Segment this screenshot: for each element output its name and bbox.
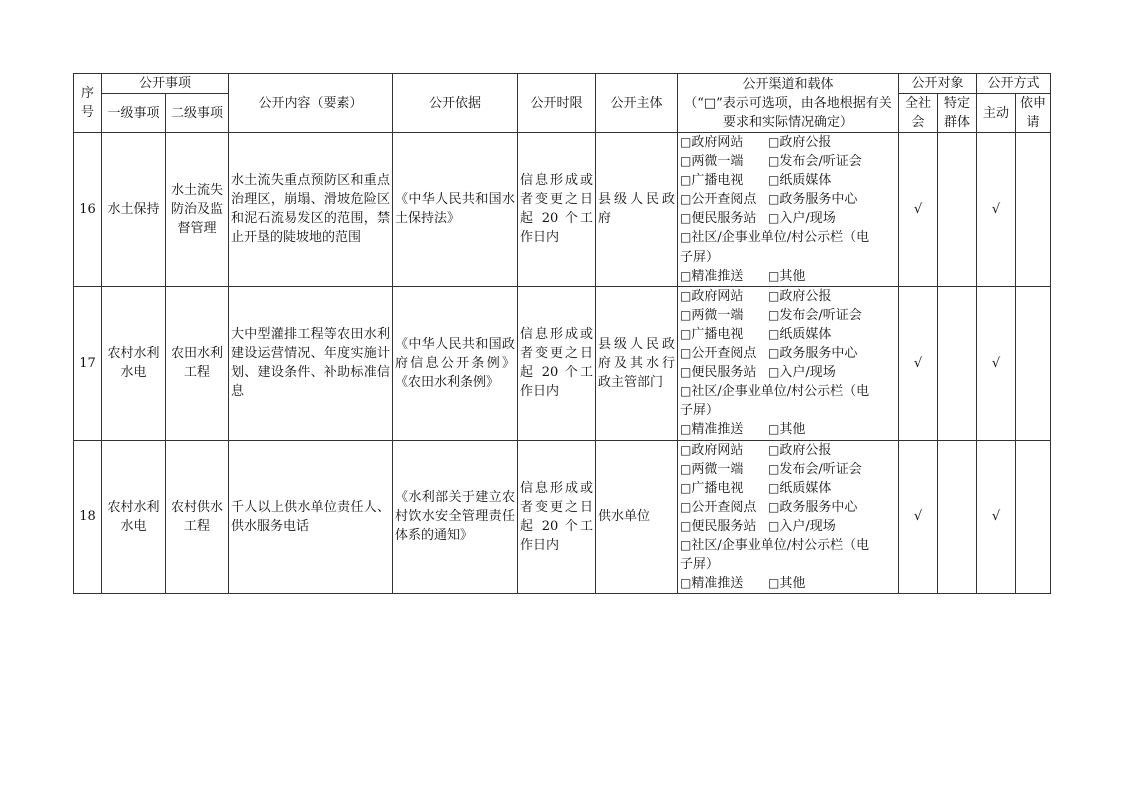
row-target-all: √ xyxy=(899,133,938,287)
row-seq: 18 xyxy=(74,440,102,594)
row-channels xyxy=(678,286,899,440)
checkbox-icon[interactable]: □ xyxy=(768,518,780,533)
channel-service-center: 政务服务中心 xyxy=(779,346,858,362)
checkbox-icon[interactable]: □ xyxy=(768,288,780,303)
checkbox-icon[interactable]: □ xyxy=(768,480,780,495)
checkbox-icon[interactable]: □ xyxy=(680,442,692,457)
checkbox-icon[interactable]: □ xyxy=(768,307,780,322)
checkbox-icon[interactable]: □ xyxy=(768,326,780,341)
row-basis: 《中华人民共和国水土保持法》 xyxy=(393,133,518,287)
channel-press: 发布会/听证会 xyxy=(779,461,862,477)
checkbox-icon[interactable]: □ xyxy=(680,518,692,533)
channel-community: 社区/企事业单位/村公示栏（电 xyxy=(691,384,870,400)
checkbox-icon[interactable]: □ xyxy=(680,384,692,399)
header-channel-title: 公开渠道和载体 xyxy=(742,76,834,92)
checkbox-icon[interactable]: □ xyxy=(680,192,692,207)
checkbox-icon[interactable]: □ xyxy=(768,365,780,380)
channel-community: 社区/企事业单位/村公示栏（电 xyxy=(691,230,870,246)
row-timing: 信息形成或者变更之日起 20 个工作日内 xyxy=(518,440,596,594)
row-subject: 供水单位 xyxy=(596,440,678,594)
checkbox-icon[interactable]: □ xyxy=(768,135,780,149)
header-subject: 公开主体 xyxy=(596,74,678,133)
table-row xyxy=(74,440,1051,594)
channel-paper: 纸质媒体 xyxy=(779,326,832,342)
row-method-request xyxy=(1016,440,1051,594)
row-target-specific xyxy=(938,440,977,594)
row-subject: 县级人民政府及其水行政主管部门 xyxy=(596,286,678,440)
channel-service-center: 政务服务中心 xyxy=(779,499,858,515)
channel-gov-gazette: 政府公报 xyxy=(779,135,832,150)
channel-community: 社区/企事业单位/村公示栏（电 xyxy=(691,537,870,553)
checkbox-icon[interactable]: □ xyxy=(768,211,780,226)
checkbox-icon[interactable]: □ xyxy=(680,461,692,476)
header-basis: 公开依据 xyxy=(393,74,518,133)
header-method: 公开方式 xyxy=(977,74,1051,94)
row-level1: 水土保持 xyxy=(102,133,166,287)
row-target-specific xyxy=(938,286,977,440)
channel-service-station: 便民服务站 xyxy=(691,518,757,534)
header-channel-note: （“□”表示可选项，由各地根据有关要求和实际情况确定） xyxy=(684,95,892,130)
channel-two-micro: 两微一端 xyxy=(691,461,744,477)
channel-other: 其他 xyxy=(779,422,806,438)
row-level1: 农村水利水电 xyxy=(102,440,166,594)
checkbox-icon[interactable]: □ xyxy=(680,268,692,283)
channel-tv: 广播电视 xyxy=(691,326,744,342)
header-row-1 xyxy=(74,74,1051,94)
channel-service-center: 政务服务中心 xyxy=(779,192,858,208)
checkbox-icon[interactable]: □ xyxy=(680,211,692,226)
checkbox-icon[interactable]: □ xyxy=(680,173,692,188)
header-method-request: 依申请 xyxy=(1016,94,1051,133)
row-timing: 信息形成或者变更之日起 20 个工作日内 xyxy=(518,286,596,440)
checkbox-icon[interactable]: □ xyxy=(680,422,692,437)
row-target-all: √ xyxy=(899,286,938,440)
row-channels xyxy=(678,440,899,594)
channel-community-cont: 子屏） xyxy=(680,403,720,419)
table-row xyxy=(74,286,1051,440)
row-level2: 农村供水工程 xyxy=(166,440,229,594)
channel-push: 精准推送 xyxy=(691,576,744,592)
channel-gov-gazette: 政府公报 xyxy=(779,288,832,304)
checkbox-icon[interactable]: □ xyxy=(768,346,780,361)
channel-reading-point: 公开查阅点 xyxy=(691,499,757,515)
row-level1: 农村水利水电 xyxy=(102,286,166,440)
row-basis: 《水利部关于建立农村饮水安全管理责任体系的通知》 xyxy=(393,440,518,594)
header-target: 公开对象 xyxy=(899,74,977,94)
checkbox-icon[interactable]: □ xyxy=(680,154,692,169)
channel-community-cont: 子屏） xyxy=(680,249,720,265)
row-seq: 17 xyxy=(74,286,102,440)
checkbox-icon[interactable]: □ xyxy=(680,537,692,552)
header-seq: 序号 xyxy=(74,74,102,133)
checkbox-icon[interactable]: □ xyxy=(680,307,692,322)
checkbox-icon[interactable]: □ xyxy=(680,480,692,495)
row-target-specific xyxy=(938,133,977,287)
table-row xyxy=(74,133,1051,287)
row-method-request xyxy=(1016,133,1051,287)
checkbox-icon[interactable]: □ xyxy=(680,499,692,514)
checkbox-icon[interactable]: □ xyxy=(680,576,692,591)
checkbox-icon[interactable]: □ xyxy=(768,461,780,476)
row-channels xyxy=(678,133,899,287)
channel-press: 发布会/听证会 xyxy=(779,307,862,323)
channel-two-micro: 两微一端 xyxy=(691,154,744,170)
channel-service-station: 便民服务站 xyxy=(691,211,757,227)
channel-push: 精准推送 xyxy=(691,268,744,284)
channel-onsite: 入户/现场 xyxy=(779,365,836,381)
checkbox-icon[interactable]: □ xyxy=(768,192,780,207)
channel-press: 发布会/听证会 xyxy=(779,154,862,170)
checkbox-icon[interactable]: □ xyxy=(768,268,780,283)
row-basis: 《中华人民共和国政府信息公开条例》《农田水利条例》 xyxy=(393,286,518,440)
channel-tv: 广播电视 xyxy=(691,173,744,189)
row-timing: 信息形成或者变更之日起 20 个工作日内 xyxy=(518,133,596,287)
row-content: 千人以上供水单位责任人、供水服务电话 xyxy=(229,440,393,594)
channel-gov-site: 政府网站 xyxy=(691,135,744,150)
checkbox-icon[interactable]: □ xyxy=(768,422,780,437)
channel-gov-site: 政府网站 xyxy=(691,288,744,304)
row-subject: 县级人民政府 xyxy=(596,133,678,287)
row-level2: 农田水利工程 xyxy=(166,286,229,440)
row-method-active: √ xyxy=(977,440,1016,594)
channel-service-station: 便民服务站 xyxy=(691,365,757,381)
channel-reading-point: 公开查阅点 xyxy=(691,192,757,208)
header-content: 公开内容（要素） xyxy=(229,74,393,133)
channel-tv: 广播电视 xyxy=(691,480,744,496)
header-channel xyxy=(678,74,899,133)
channel-push: 精准推送 xyxy=(691,422,744,438)
disclosure-table xyxy=(73,73,1051,594)
checkbox-icon[interactable]: □ xyxy=(768,154,780,169)
row-content: 大中型灌排工程等农田水利建设运营情况、年度实施计划、建设条件、补助标准信息 xyxy=(229,286,393,440)
channel-onsite: 入户/现场 xyxy=(779,211,836,227)
header-timing: 公开时限 xyxy=(518,74,596,133)
checkbox-icon[interactable]: □ xyxy=(768,442,780,457)
channel-reading-point: 公开查阅点 xyxy=(691,346,757,362)
channel-gov-site: 政府网站 xyxy=(691,442,744,458)
header-method-active: 主动 xyxy=(977,94,1016,133)
checkbox-icon[interactable]: □ xyxy=(680,135,692,149)
header-item: 公开事项 xyxy=(102,74,229,94)
header-level2: 二级事项 xyxy=(166,94,229,133)
checkbox-icon[interactable]: □ xyxy=(680,346,692,361)
header-target-all: 全社会 xyxy=(899,94,938,133)
header-level1: 一级事项 xyxy=(102,94,166,133)
row-content: 水土流失重点预防区和重点治理区，崩塌、滑坡危险区和泥石流易发区的范围，禁止开垦的陡坡地的范围 xyxy=(229,133,393,287)
checkbox-icon[interactable]: □ xyxy=(768,576,780,591)
row-seq: 16 xyxy=(74,133,102,287)
channel-other: 其他 xyxy=(779,576,806,592)
channel-paper: 纸质媒体 xyxy=(779,173,832,189)
checkbox-icon[interactable]: □ xyxy=(680,326,692,341)
channel-two-micro: 两微一端 xyxy=(691,307,744,323)
checkbox-icon[interactable]: □ xyxy=(768,499,780,514)
checkbox-icon[interactable]: □ xyxy=(768,173,780,188)
checkbox-icon[interactable]: □ xyxy=(680,230,692,245)
channel-paper: 纸质媒体 xyxy=(779,480,832,496)
channel-community-cont: 子屏） xyxy=(680,557,720,573)
row-level2: 水土流失防治及监督管理 xyxy=(166,133,229,287)
row-method-active: √ xyxy=(977,286,1016,440)
row-target-all: √ xyxy=(899,440,938,594)
row-method-active: √ xyxy=(977,133,1016,287)
row-method-request xyxy=(1016,286,1051,440)
channel-onsite: 入户/现场 xyxy=(779,518,836,534)
header-target-specific: 特定群体 xyxy=(938,94,977,133)
channel-other: 其他 xyxy=(779,268,806,284)
channel-gov-gazette: 政府公报 xyxy=(779,442,832,458)
checkbox-icon[interactable]: □ xyxy=(680,288,692,303)
checkbox-icon[interactable]: □ xyxy=(680,365,692,380)
